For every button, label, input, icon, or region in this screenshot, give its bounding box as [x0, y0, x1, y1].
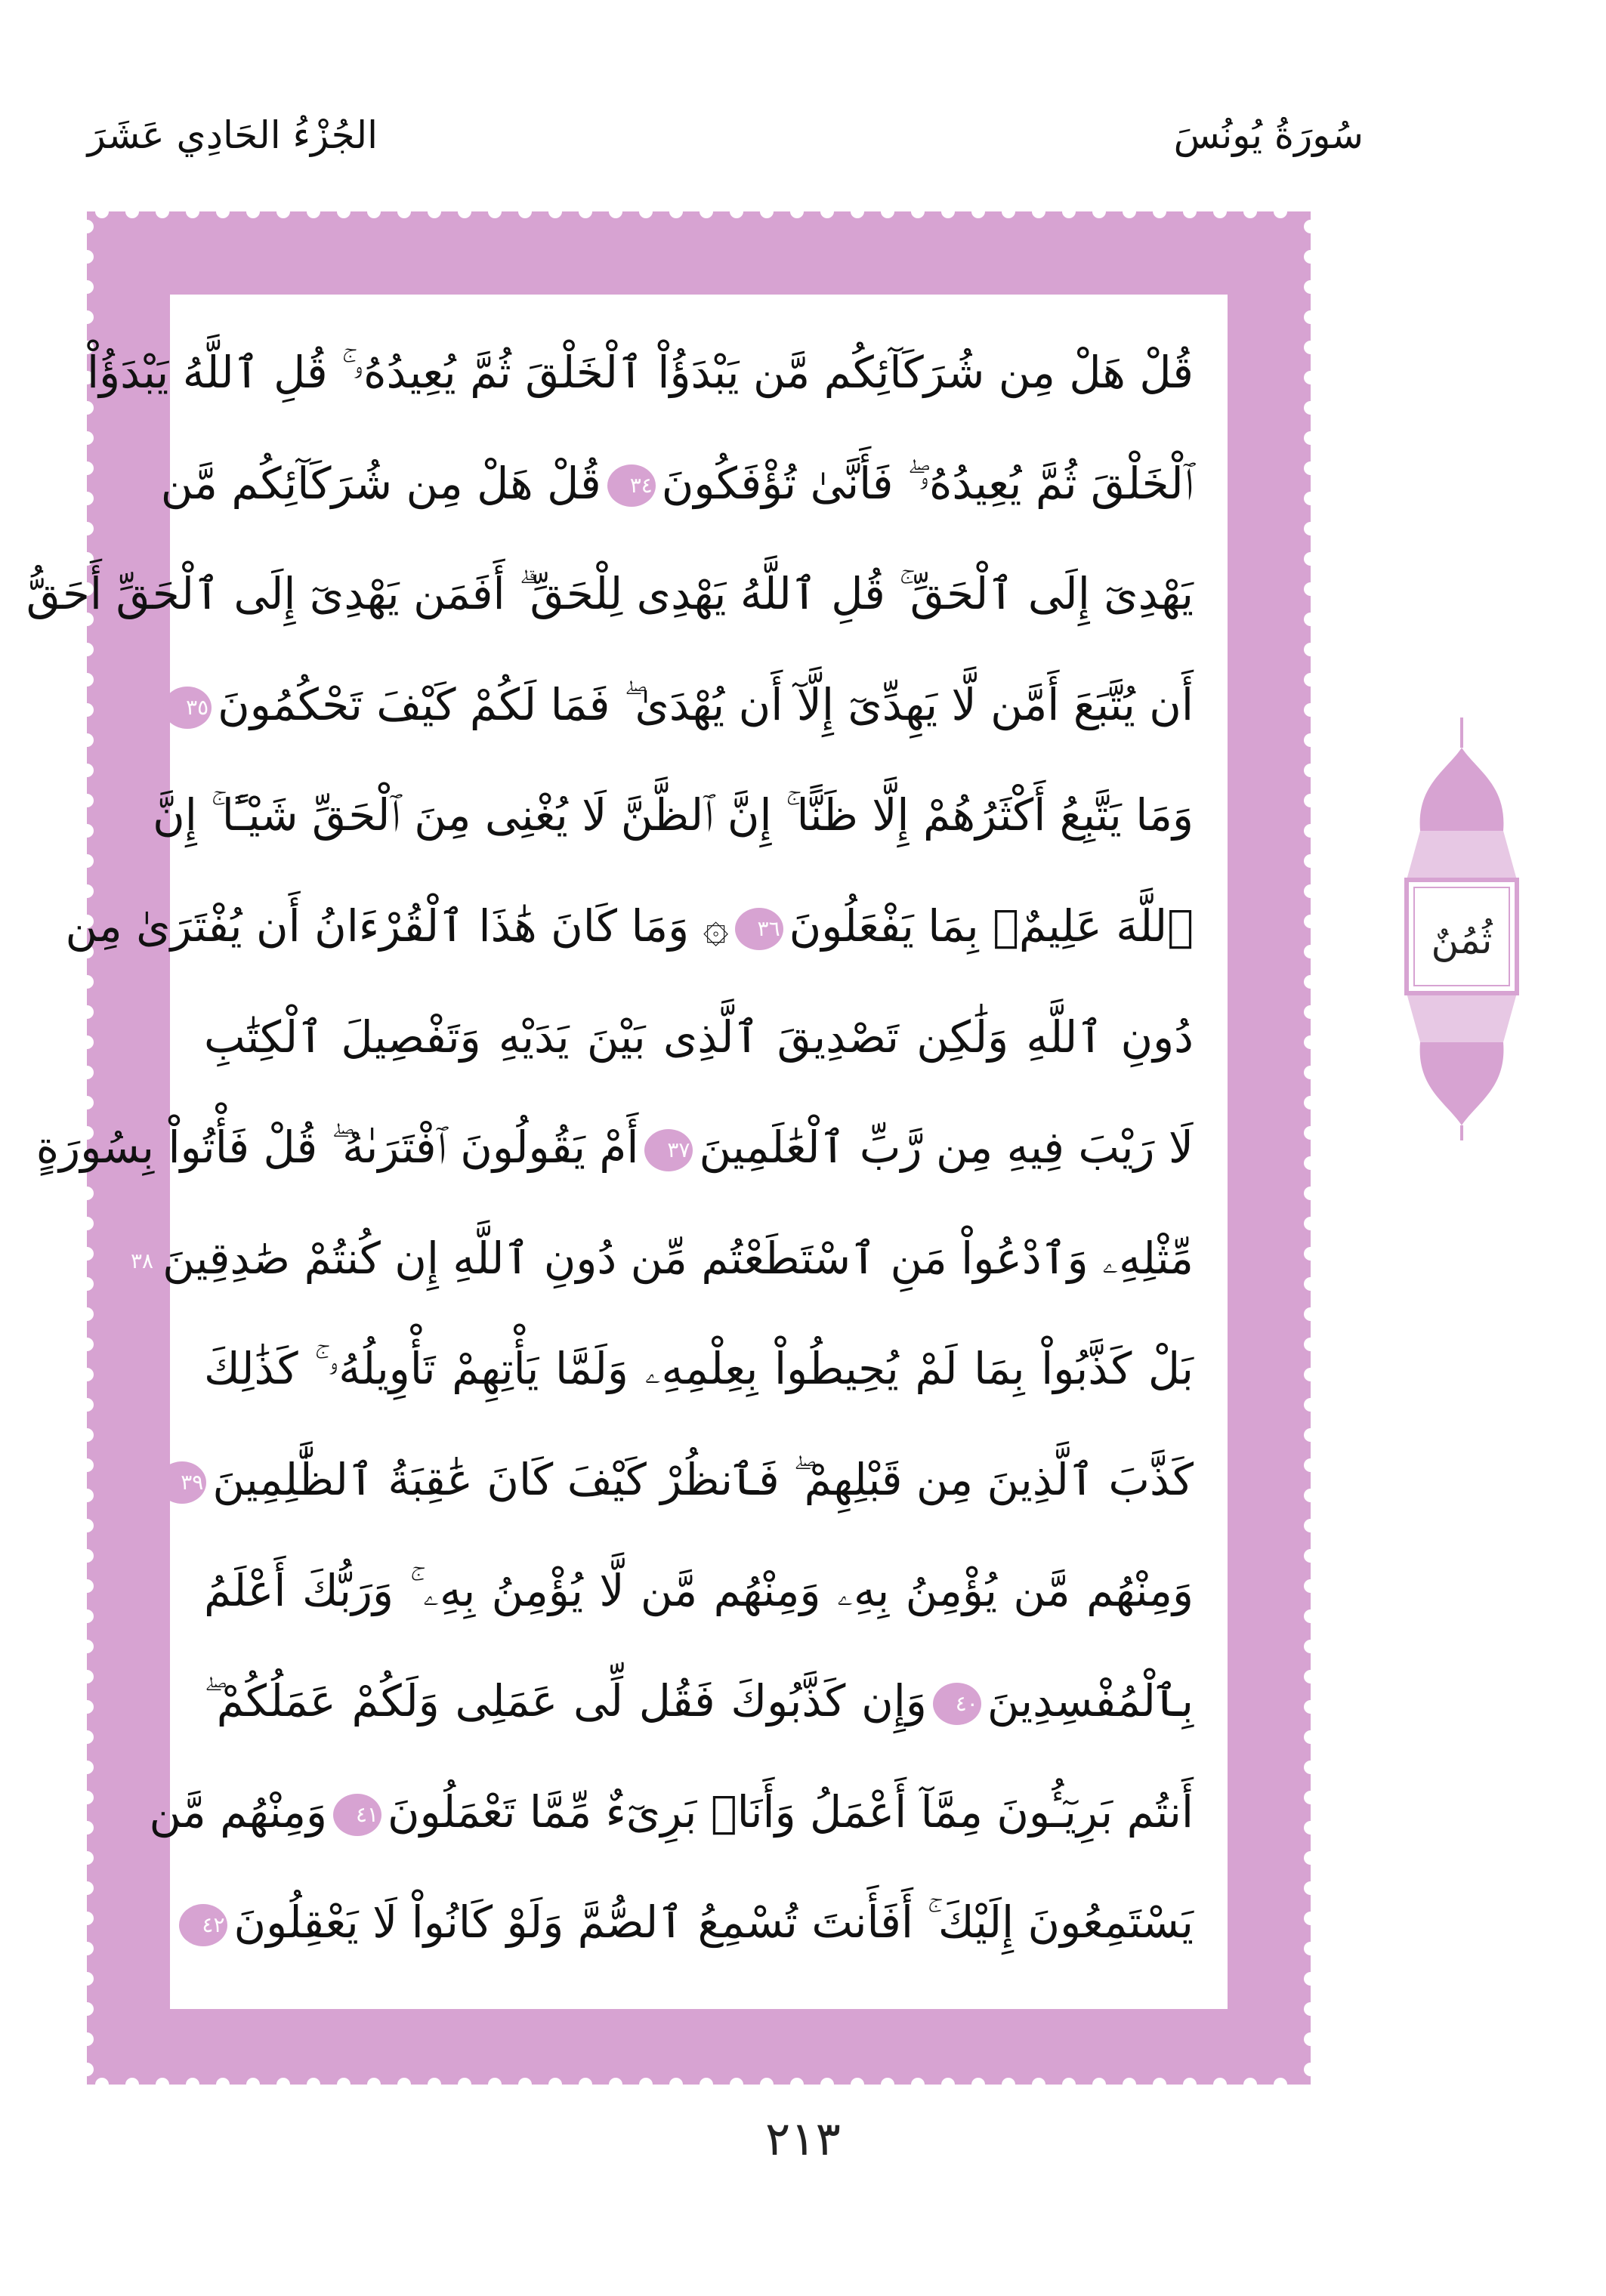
frame-notch: [1304, 1519, 1317, 1532]
frame-notch: [911, 205, 925, 218]
frame-notch: [80, 673, 94, 687]
ayah-number-marker: ٣٥: [163, 687, 212, 729]
frame-notch: [80, 522, 94, 535]
frame-notch: [700, 2078, 713, 2091]
ayah-number-marker: ٣٤: [607, 464, 656, 507]
frame-notch: [1304, 1428, 1317, 1442]
frame-notch: [1304, 673, 1317, 687]
frame-notch: [80, 854, 94, 868]
frame-notch: [1062, 205, 1076, 218]
frame-notch: [1123, 205, 1136, 218]
frame-notch: [1304, 794, 1317, 807]
text-segment: دُونِ ٱللَّهِ وَلَٰكِن تَصْدِيقَ ٱلَّذِى بَيْنَ يَدَيْهِ وَتَفْصِيلَ ٱلْكِتَٰبِ: [204, 1011, 1194, 1063]
frame-notch: [80, 1338, 94, 1351]
frame-notch: [1304, 2032, 1317, 2046]
frame-notch: [1304, 1549, 1317, 1563]
frame-notch: [488, 205, 502, 218]
frame-notch: [1304, 975, 1317, 989]
frame-notch: [246, 2078, 260, 2091]
frame-notch: [80, 1277, 94, 1291]
frame-notch: [1304, 1368, 1317, 1381]
ornament-dome-top: [1420, 748, 1504, 831]
frame-notch: [80, 1307, 94, 1321]
text-line: [204, 982, 1194, 1093]
text-line: [65, 871, 1194, 982]
text-line: [131, 1203, 1194, 1314]
frame-notch: [80, 1247, 94, 1261]
frame-notch: [1304, 492, 1317, 505]
frame-notch: [80, 1005, 94, 1019]
frame-notch: [80, 764, 94, 777]
quran-text-block: [26, 317, 1194, 1979]
frame-notch: [1304, 733, 1317, 747]
frame-notch: [1304, 1458, 1317, 1472]
frame-notch: [1274, 205, 1287, 218]
frame-notch: [1304, 1912, 1317, 1925]
ornament-neck-top: [1407, 831, 1517, 880]
frame-notch: [790, 205, 804, 218]
frame-notch: [80, 1972, 94, 1986]
frame-notch: [548, 205, 562, 218]
frame-notch: [971, 205, 985, 218]
frame-notch: [216, 2078, 230, 2091]
frame-notch: [80, 1458, 94, 1472]
ayah-number-marker: ٤٠: [933, 1683, 981, 1725]
frame-notch: [1304, 1851, 1317, 1865]
ornament-neck-bottom: [1407, 993, 1517, 1042]
frame-notch: [1032, 2078, 1045, 2091]
text-segment: وَإِن كَذَّبُوكَ فَقُل لِّى عَمَلِى وَلَكُمْ عَمَلُكُمْ ۖ: [204, 1675, 927, 1727]
text-segment: ٱللَّهَ عَلِيمٌۢ بِمَا يَفْعَلُونَ: [789, 900, 1194, 952]
frame-notch: [730, 205, 743, 218]
frame-notch: [80, 280, 94, 294]
frame-notch: [700, 205, 713, 218]
frame-notch: [80, 2002, 94, 2016]
text-line: [87, 317, 1194, 428]
frame-notch: [518, 205, 532, 218]
frame-notch: [639, 2078, 653, 2091]
frame-notch: [337, 205, 351, 218]
frame-notch: [1243, 205, 1257, 218]
frame-notch: [1304, 1700, 1317, 1714]
frame-notch: [80, 1761, 94, 1774]
frame-notch: [488, 2078, 502, 2091]
frame-notch: [1002, 2078, 1015, 2091]
frame-notch: [1123, 2078, 1136, 2091]
frame-notch: [1304, 250, 1317, 264]
frame-notch: [80, 1368, 94, 1381]
frame-notch: [1304, 1247, 1317, 1261]
frame-notch: [1304, 2063, 1317, 2076]
frame-notch: [1213, 2078, 1227, 2091]
text-line: [181, 1424, 1194, 1535]
frame-notch: [1304, 1338, 1317, 1351]
frame-notch: [941, 205, 955, 218]
text-segment: مِّثْلِهِۦ وَٱدْعُواْ مَنِ ٱسْتَطَعْتُم مِّن دُونِ ٱللَّهِ إِن كُنتُمْ صَٰدِقِينَ: [162, 1232, 1194, 1284]
frame-notch: [1304, 1277, 1317, 1291]
frame-notch: [1304, 431, 1317, 445]
frame-notch: [1304, 1609, 1317, 1623]
frame-notch: [1304, 1640, 1317, 1653]
text-segment: أَمْ يَقُولُونَ ٱفْتَرَىٰهُ ۖ قُلْ فَأْتُواْ بِسُورَةٍ: [36, 1122, 639, 1174]
frame-notch: [1183, 2078, 1197, 2091]
frame-notch: [1304, 854, 1317, 868]
frame-notch: [1304, 1156, 1317, 1170]
text-line: [160, 428, 1194, 539]
text-segment: بَلْ كَذَّبُواْ بِمَا لَمْ يُحِيطُواْ بِعِلْمِهِۦ وَلَمَّا يَأْتِهِمْ تَأْوِيلُهُۥ ۚ كَذَٰلِكَ: [204, 1343, 1194, 1395]
frame-notch: [337, 2078, 351, 2091]
frame-notch: [80, 250, 94, 264]
frame-notch: [125, 205, 139, 218]
text-segment: أَنتُم بَرِيٓـُٔونَ مِمَّآ أَعْمَلُ وَأَنَا۠ بَرِىٓءٌ مِّمَّا تَعْمَلُونَ: [388, 1785, 1194, 1838]
ayah-number-marker: ٤٢: [179, 1904, 227, 1946]
frame-notch: [1304, 1489, 1317, 1502]
frame-notch: [1304, 945, 1317, 958]
ayah-number-marker: ٣٨: [108, 1240, 156, 1282]
ornament-dome-bottom: [1420, 1042, 1504, 1125]
text-line: [204, 1313, 1194, 1424]
frame-notch: [1304, 2002, 1317, 2016]
frame-notch: [80, 1640, 94, 1653]
frame-notch: [80, 703, 94, 717]
text-line: [204, 1535, 1194, 1646]
ayah-number-marker: ٣٩: [158, 1461, 206, 1504]
frame-notch: [881, 2078, 894, 2091]
frame-notch: [1153, 205, 1166, 218]
frame-notch: [80, 1579, 94, 1593]
frame-notch: [548, 2078, 562, 2091]
frame-notch: [911, 2078, 925, 2091]
frame-notch: [80, 492, 94, 505]
text-line: [149, 1757, 1194, 1868]
text-line: [36, 1092, 1194, 1203]
frame-notch: [609, 205, 622, 218]
frame-notch: [307, 205, 320, 218]
frame-notch: [730, 2078, 743, 2091]
frame-notch: [80, 1730, 94, 1744]
frame-notch: [95, 205, 109, 218]
ayah-number-marker: ٤١: [333, 1794, 381, 1836]
frame-notch: [1304, 613, 1317, 626]
frame-notch: [669, 2078, 683, 2091]
frame-notch: [80, 733, 94, 747]
frame-notch: [307, 2078, 320, 2091]
page-number: ٢١٣: [765, 2111, 841, 2166]
frame-notch: [1032, 205, 1045, 218]
frame-notch: [820, 2078, 834, 2091]
text-line: [153, 760, 1194, 871]
frame-notch: [1304, 220, 1317, 233]
frame-notch: [1304, 341, 1317, 354]
text-segment: ٱلْخَلْقَ ثُمَّ يُعِيدُهُۥ ۖ فَأَنَّىٰ تُؤْفَكُونَ: [661, 457, 1194, 509]
frame-notch: [1304, 1217, 1317, 1230]
frame-notch: [820, 205, 834, 218]
text-line: [204, 1867, 1194, 1978]
frame-notch: [276, 205, 290, 218]
frame-notch: [579, 205, 592, 218]
frame-notch: [518, 2078, 532, 2091]
frame-notch: [80, 1066, 94, 1079]
frame-notch: [1304, 1096, 1317, 1109]
juz-title: الجُزْءُ الحَادِي عَشَرَ: [87, 113, 378, 157]
frame-notch: [1304, 371, 1317, 384]
frame-notch: [1304, 1881, 1317, 1895]
frame-notch: [80, 1942, 94, 1955]
text-segment: وَمِنْهُم مَّن: [149, 1785, 328, 1838]
text-segment: بِٱلْمُفْسِدِينَ: [987, 1675, 1194, 1727]
frame-notch: [1304, 1579, 1317, 1593]
frame-notch: [1304, 1398, 1317, 1412]
text-line: [204, 1646, 1194, 1757]
frame-notch: [80, 794, 94, 807]
frame-notch: [367, 2078, 381, 2091]
frame-notch: [971, 2078, 985, 2091]
frame-notch: [1304, 582, 1317, 596]
frame-notch: [1304, 552, 1317, 566]
frame-notch: [80, 1217, 94, 1230]
frame-notch: [80, 1519, 94, 1532]
frame-notch: [1304, 401, 1317, 415]
frame-notch: [1304, 1821, 1317, 1835]
frame-notch: [156, 205, 169, 218]
text-line: [26, 539, 1194, 650]
frame-notch: [1062, 2078, 1076, 2091]
frame-notch: [80, 1791, 94, 1804]
frame-notch: [80, 1609, 94, 1623]
frame-notch: [156, 2078, 169, 2091]
text-segment: وَمِنْهُم مَّن يُؤْمِنُ بِهِۦ وَمِنْهُم مَّن لَّا يُؤْمِنُ بِهِۦ ۚ وَرَبُّكَ أَعْلَمُ: [204, 1564, 1194, 1616]
frame-notch: [790, 2078, 804, 2091]
frame-notch: [579, 2078, 592, 2091]
frame-notch: [397, 205, 411, 218]
frame-notch: [80, 1670, 94, 1683]
frame-notch: [851, 2078, 864, 2091]
frame-notch: [760, 205, 774, 218]
frame-notch: [80, 1428, 94, 1442]
frame-notch: [80, 1035, 94, 1049]
ayah-number-marker: ٣٧: [644, 1129, 693, 1171]
frame-notch: [1092, 2078, 1106, 2091]
frame-notch: [80, 2063, 94, 2076]
frame-notch: [1304, 1126, 1317, 1140]
ayah-number-marker: ٣٦: [735, 908, 783, 950]
frame-notch: [1304, 703, 1317, 717]
frame-notch: [276, 2078, 290, 2091]
frame-notch: [1304, 522, 1317, 535]
text-segment: وَمَا يَتَّبِعُ أَكْثَرُهُمْ إِلَّا ظَنًّا ۚ إِنَّ ٱلظَّنَّ لَا يُغْنِى مِنَ ٱلْحَقِّ شَيْـًٔا ۚ إِنَّ: [153, 789, 1194, 841]
frame-notch: [216, 205, 230, 218]
frame-notch: [186, 205, 199, 218]
frame-notch: [1304, 643, 1317, 656]
frame-notch: [428, 205, 441, 218]
frame-notch: [881, 205, 894, 218]
frame-notch: [125, 2078, 139, 2091]
text-segment: كَذَّبَ ٱلَّذِينَ مِن قَبْلِهِمْ ۖ فَٱنظُرْ كَيْفَ كَانَ عَٰقِبَةُ ٱلظَّٰلِمِينَ: [212, 1453, 1194, 1505]
frame-notch: [609, 2078, 622, 2091]
frame-notch: [1304, 280, 1317, 294]
frame-notch: [80, 1851, 94, 1865]
frame-notch: [1304, 1761, 1317, 1774]
surah-title: سُورَةُ يُونُسَ: [1173, 113, 1364, 157]
frame-notch: [80, 1398, 94, 1412]
frame-notch: [80, 1700, 94, 1714]
frame-notch: [1304, 1187, 1317, 1200]
frame-notch: [367, 205, 381, 218]
text-segment: يَهْدِىٓ إِلَى ٱلْحَقِّ ۚ قُلِ ٱللَّهُ يَهْدِى لِلْحَقِّ ۗ أَفَمَن يَهْدِىٓ إِلَى ٱلْحَقِّ أَحَقُّ: [26, 568, 1194, 620]
frame-notch: [1304, 1005, 1317, 1019]
frame-notch: [1304, 884, 1317, 898]
frame-notch: [851, 205, 864, 218]
text-segment: أَن يُتَّبَعَ أَمَّن لَّا يَهِدِّىٓ إِلَّآ أَن يُهْدَىٰ ۖ فَمَا لَكُمْ كَيْفَ تَحْكُمُونَ: [218, 678, 1194, 730]
frame-notch: [80, 461, 94, 475]
frame-notch: [80, 220, 94, 233]
frame-notch: [1213, 205, 1227, 218]
frame-notch: [80, 1881, 94, 1895]
text-segment: ۞ وَمَا كَانَ هَٰذَا ٱلْقُرْءَانُ أَن يُفْتَرَىٰ مِن: [65, 900, 729, 952]
frame-notch: [80, 2032, 94, 2046]
frame-notch: [1304, 1035, 1317, 1049]
frame-notch: [80, 824, 94, 838]
frame-notch: [1304, 461, 1317, 475]
frame-notch: [1304, 915, 1317, 928]
frame-notch: [760, 2078, 774, 2091]
frame-notch: [458, 2078, 471, 2091]
frame-notch: [397, 2078, 411, 2091]
frame-notch: [1304, 1730, 1317, 1744]
text-segment: يَسْتَمِعُونَ إِلَيْكَ ۚ أَفَأَنتَ تُسْمِعُ ٱلصُّمَّ وَلَوْ كَانُواْ لَا يَعْقِلُونَ: [233, 1896, 1194, 1949]
frame-notch: [80, 1489, 94, 1502]
frame-notch: [1002, 205, 1015, 218]
frame-notch: [80, 1821, 94, 1835]
frame-notch: [1092, 205, 1106, 218]
frame-notch: [80, 431, 94, 445]
text-segment: قُلْ هَلْ مِن شُرَكَآئِكُم مَّن: [160, 457, 601, 509]
frame-notch: [428, 2078, 441, 2091]
frame-notch: [95, 2078, 109, 2091]
frame-notch: [458, 205, 471, 218]
frame-notch: [1304, 1670, 1317, 1683]
frame-notch: [80, 1549, 94, 1563]
text-line: [186, 650, 1194, 761]
frame-notch: [941, 2078, 955, 2091]
frame-notch: [1304, 1066, 1317, 1079]
frame-notch: [1153, 2078, 1166, 2091]
frame-notch: [1243, 2078, 1257, 2091]
frame-notch: [669, 205, 683, 218]
frame-notch: [1304, 764, 1317, 777]
frame-notch: [1304, 1942, 1317, 1955]
frame-notch: [1304, 1972, 1317, 1986]
frame-notch: [1304, 1307, 1317, 1321]
frame-notch: [1183, 205, 1197, 218]
frame-notch: [639, 205, 653, 218]
frame-notch: [246, 205, 260, 218]
frame-notch: [186, 2078, 199, 2091]
text-segment: لَا رَيْبَ فِيهِ مِن رَّبِّ ٱلْعَٰلَمِينَ: [699, 1122, 1194, 1174]
frame-notch: [1274, 2078, 1287, 2091]
frame-notch: [1304, 824, 1317, 838]
frame-notch: [1304, 1791, 1317, 1804]
hizb-quarter-label: ثُمُنٌ: [1431, 918, 1493, 962]
frame-notch: [80, 1912, 94, 1925]
frame-notch: [1304, 310, 1317, 324]
text-segment: قُلْ هَلْ مِن شُرَكَآئِكُم مَّن يَبْدَؤُاْ ٱلْخَلْقَ ثُمَّ يُعِيدُهُۥ ۚ قُلِ ٱللَّهُ يَبْدَؤُاْ: [87, 347, 1194, 398]
